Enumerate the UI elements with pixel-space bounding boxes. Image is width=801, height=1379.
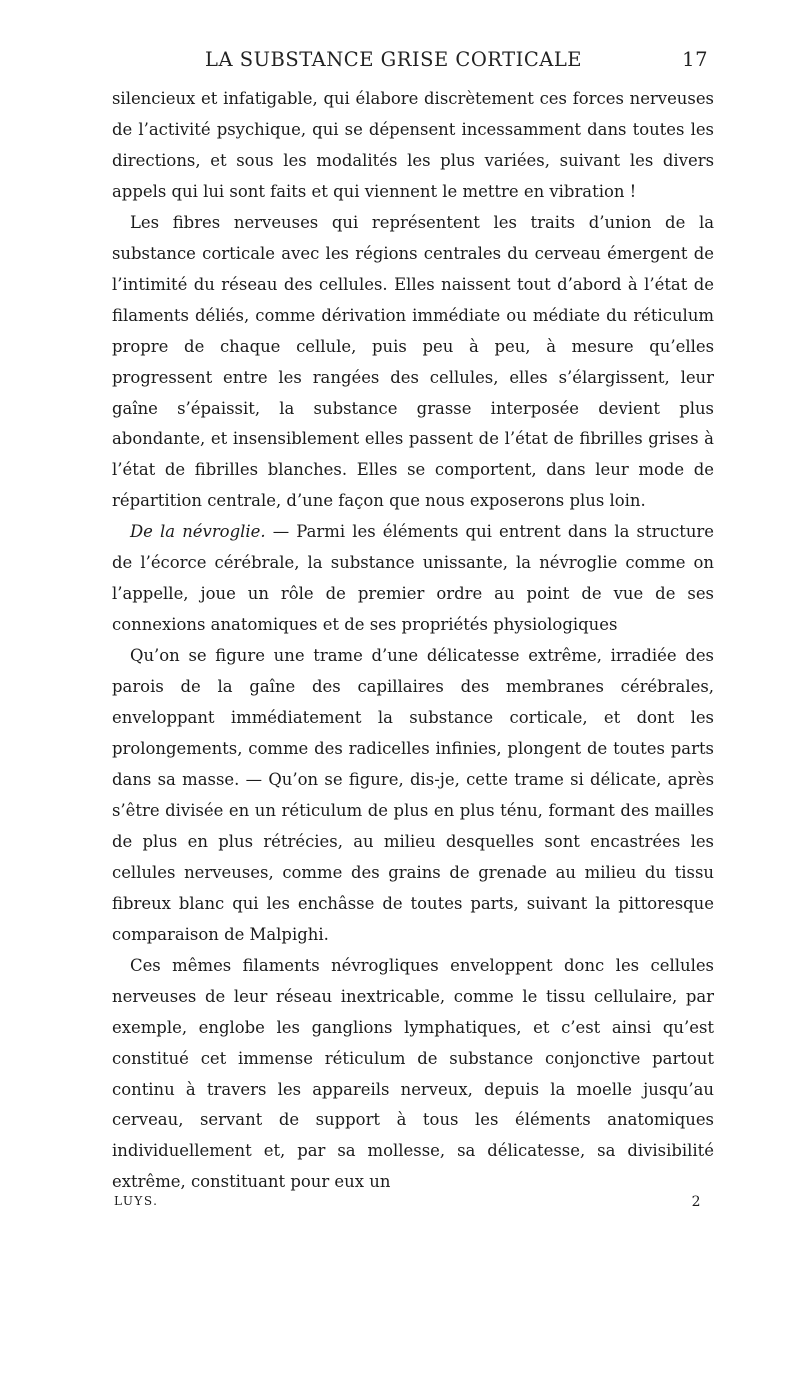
paragraph-text: — Parmi les éléments qui entrent dans la structure de l’écorce cérébrale, la substance unissante, la névroglie comme on l’appelle, joue un rôle de premier ordre au point de vue de ses connexions anatomiques et de ses propriétés physiologiques	[112, 522, 714, 635]
book-page	[112, 48, 714, 1216]
footer-author: LUYS.	[114, 1194, 159, 1209]
paragraph-text: Ces mêmes filaments névrogliques enveloppent donc les cellules nerveuses de leur réseau inextricable, comme le tissu cellulaire, par exemple, englobe les ganglions lymphatiques, et c’est ainsi qu’est constitué cet immense réticulum de substance conjonctive partout continu à travers les appareils nerveux, depuis la moelle jusqu’au cerveau, servant de support à tous les éléments anatomiques individuellement et, par sa mollesse, sa délicatesse, sa divisibilité extrême, constituant pour eux un	[112, 955, 714, 1192]
body-text	[112, 84, 714, 1198]
running-head	[112, 48, 714, 84]
paragraph-text: silencieux et infatigable, qui élabore discrètement ces forces nerveuses de l’activité psychique, qui se dépensent incessamment dans toutes les directions, et sous les modalités les plus variées, suivant les divers appels qui lui sont faits et qui viennent le mettre en vibration !	[112, 89, 714, 201]
paragraph-2	[112, 208, 714, 518]
paragraph-3	[112, 517, 714, 641]
page-footer	[112, 1194, 714, 1216]
paragraph-4	[112, 641, 714, 951]
running-title: LA SUBSTANCE GRISE CORTICALE	[205, 48, 583, 71]
section-heading: De la névroglie.	[130, 522, 266, 542]
signature-mark: 2	[691, 1194, 702, 1211]
paragraph-text: Les fibres nerveuses qui représentent les traits d’union de la substance corticale avec les régions centrales du cerveau émergent de l’intimité du réseau des cellules. Elles naissent tout d’abord à l’état de filaments déliés, comme dérivation immédiate ou médiate du réticulum propre de chaque cellule, puis peu à peu, à mesure qu’elles progressent entre les rangées des cellules, elles s’élargissent, leur gaîne s’épaissit, la substance grasse interposée devient plus abondante, et insensiblement elles passent de l’état de fibrilles grises à l’état de fibrilles blanches. Elles se comportent, dans leur mode de répartition centrale, d’une façon que nous exposerons plus loin.	[112, 212, 714, 511]
paragraph-text: Qu’on se figure une trame d’une délicatesse extrême, irradiée des parois de la gaîne des capillaires des membranes cérébrales, enveloppant immédiatement la substance corticale, et dont les prolongements, comme des radicelles infinies, plongent de toutes parts dans sa masse. — Qu’on se figure, dis-je, cette trame si délicate, après s’être divisée en un réticulum de plus en plus ténu, formant des mailles de plus en plus rétrécies, au milieu desquelles sont encastrées les cellules nerveuses, comme des grains de grenade au milieu du tissu fibreux blanc qui les enchâsse de toutes parts, suivant la pittoresque comparaison de Malpighi.	[112, 646, 714, 944]
page-number: 17	[682, 48, 708, 71]
paragraph-5	[112, 951, 714, 1199]
paragraph-1	[112, 84, 714, 208]
